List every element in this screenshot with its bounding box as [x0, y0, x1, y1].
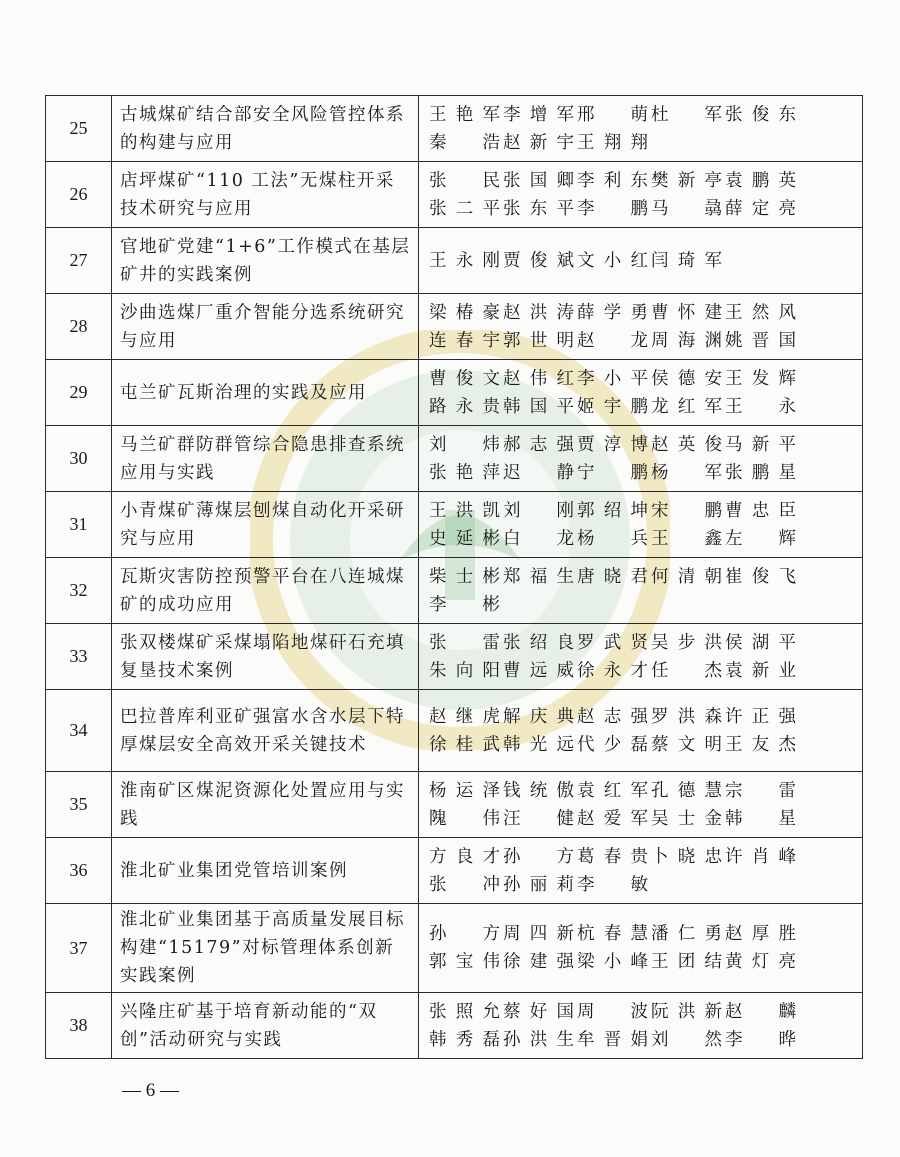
participant-name: 王永刚 [429, 250, 500, 271]
awards-table [45, 95, 863, 1059]
participant-name: 杨运泽 [429, 780, 500, 801]
row-number: 33 [46, 624, 112, 690]
participant-name: 姚晋国 [725, 330, 796, 351]
participant-name: 王然风 [725, 302, 796, 323]
row-number: 30 [46, 426, 112, 492]
participant-name: 史延彬 [429, 528, 500, 549]
project-title: 淮南矿区煤泥资源化处置应用与实践 [112, 772, 419, 838]
participant-name: 张俊东 [725, 104, 796, 125]
table-row [46, 624, 863, 690]
participant-name: 罗武贤 [577, 632, 648, 653]
row-number: 28 [46, 294, 112, 360]
project-title: 沙曲选煤厂重介智能分选系统研究与应用 [112, 294, 419, 360]
participant-name: 杨 军 [651, 462, 722, 483]
participant-name: 赵厚胜 [725, 924, 796, 944]
participant-name: 曹远威 [503, 660, 574, 681]
participant-name: 解庆典 [503, 706, 574, 727]
participant-name: 马 骉 [651, 198, 722, 219]
participant-name: 赵志强 [577, 706, 648, 727]
participant-name: 郝志强 [503, 434, 574, 455]
participant-name: 李 晔 [725, 1029, 796, 1050]
participant-name: 李 彬 [429, 594, 500, 615]
participants-cell [419, 294, 863, 360]
participant-name: 左 辉 [725, 528, 796, 549]
participant-name: 赵洪涛 [503, 302, 574, 323]
participant-name: 赵英俊 [651, 434, 722, 455]
participant-name: 王翔翔 [577, 132, 648, 153]
participant-name: 任 杰 [651, 660, 722, 681]
participant-name: 宋 鹏 [651, 500, 722, 521]
participants-cell [419, 228, 863, 294]
table-row [46, 690, 863, 772]
table-row [46, 294, 863, 360]
project-title: 张双楼煤矿采煤塌陷地煤矸石充填复垦技术案例 [112, 624, 419, 690]
participant-name: 蔡好国 [503, 1001, 574, 1022]
participant-name: 赵 麟 [725, 1001, 796, 1022]
participant-name: 曹俊文 [429, 368, 500, 389]
page-number: — 6 — [122, 1080, 179, 1101]
project-title: 小青煤矿薄煤层刨煤自动化开采研究与应用 [112, 492, 419, 558]
participant-name: 卜晓忠 [651, 846, 722, 867]
participants-cell [419, 558, 863, 624]
participant-name: 梁小峰 [577, 952, 648, 972]
participant-name: 侯湖平 [725, 632, 796, 653]
table-row [46, 558, 863, 624]
project-title: 官地矿党建“1+6”工作模式在基层矿井的实践案例 [112, 228, 419, 294]
participant-name: 路永贵 [429, 396, 500, 417]
participant-name: 连春宇 [429, 330, 500, 351]
participant-name: 邢 萌 [577, 104, 648, 125]
participant-name: 许肖峰 [725, 846, 796, 867]
row-number: 37 [46, 904, 112, 993]
participant-name: 赵爱军 [577, 808, 648, 829]
participant-name: 潘仁勇 [651, 924, 722, 944]
participants-cell [419, 690, 863, 772]
participant-name: 马新平 [725, 434, 796, 455]
project-title: 巴拉普库利亚矿强富水含水层下特厚煤层安全高效开采关键技术 [112, 690, 419, 772]
participant-name: 李小平 [577, 368, 648, 389]
participant-name: 张二平 [429, 198, 500, 219]
participant-name: 龙红军 [651, 396, 722, 417]
participant-name: 张国卿 [503, 170, 574, 191]
participant-name: 徐建强 [503, 952, 574, 972]
participant-name: 曹怀建 [651, 302, 722, 323]
participant-name: 牟晋娟 [577, 1029, 648, 1050]
participant-name: 赵新宇 [503, 132, 574, 153]
participant-name: 白 龙 [503, 528, 574, 549]
participant-name: 闫琦军 [651, 250, 722, 271]
table-row [46, 228, 863, 294]
project-title: 淮北矿业集团党管培训案例 [112, 838, 419, 904]
participant-name: 文小红 [577, 250, 648, 271]
participant-name: 崔俊飞 [725, 566, 796, 587]
participant-name: 贾俊斌 [503, 250, 574, 271]
participants-cell [419, 624, 863, 690]
participant-name: 汪 健 [503, 808, 574, 829]
participant-name: 王团结 [651, 952, 722, 972]
participants-cell [419, 492, 863, 558]
participant-name: 王艳军 [429, 104, 500, 125]
participants-cell [419, 96, 863, 162]
participants-cell [419, 162, 863, 228]
participant-name: 袁红军 [577, 780, 648, 801]
participants-cell [419, 993, 863, 1059]
participant-name: 孙丽莉 [503, 874, 574, 895]
project-title: 古城煤矿结合部安全风险管控体系的构建与应用 [112, 96, 419, 162]
participant-name: 张 冲 [429, 874, 500, 895]
participant-name: 刘 炜 [429, 434, 500, 455]
row-number: 31 [46, 492, 112, 558]
table-row [46, 426, 863, 492]
participant-name: 张绍良 [503, 632, 574, 653]
participant-name: 孙 方 [429, 924, 500, 944]
participant-name: 孙洪生 [503, 1029, 574, 1050]
table-row [46, 993, 863, 1059]
participant-name: 贾淳博 [577, 434, 648, 455]
row-number: 27 [46, 228, 112, 294]
participant-name: 王发辉 [725, 368, 796, 389]
table-row [46, 904, 863, 993]
participant-name: 李增军 [503, 104, 574, 125]
table-row [46, 162, 863, 228]
row-number: 34 [46, 690, 112, 772]
participant-name: 葛春贵 [577, 846, 648, 867]
participant-name: 吴步洪 [651, 632, 722, 653]
participants-cell [419, 360, 863, 426]
participant-name: 赵继虎 [429, 706, 500, 727]
row-number: 38 [46, 993, 112, 1059]
participant-name: 薛定亮 [725, 198, 796, 219]
participant-name: 赵 龙 [577, 330, 648, 351]
participant-name: 钱统傲 [503, 780, 574, 801]
participant-name: 郭世明 [503, 330, 574, 351]
participant-name: 周 波 [577, 1001, 648, 1022]
participant-name: 郭绍坤 [577, 500, 648, 521]
participant-name: 许正强 [725, 706, 796, 727]
participants-cell [419, 838, 863, 904]
participant-name: 刘 然 [651, 1029, 722, 1050]
participant-name: 韩国平 [503, 396, 574, 417]
participant-name: 樊新亭 [651, 170, 722, 191]
participant-name: 徐永才 [577, 660, 648, 681]
participant-name: 何清朝 [651, 566, 722, 587]
participant-name: 曹忠臣 [725, 500, 796, 521]
participant-name: 代少磊 [577, 734, 648, 755]
participant-name: 张照允 [429, 1001, 500, 1022]
participant-name: 柴士彬 [429, 566, 500, 587]
participant-name: 王 鑫 [651, 528, 722, 549]
participant-name: 张 雷 [429, 632, 500, 653]
participant-name: 徐桂武 [429, 734, 500, 755]
participant-name: 李 敏 [577, 874, 648, 895]
participant-name: 阮洪新 [651, 1001, 722, 1022]
participant-name: 张 民 [429, 170, 500, 191]
participant-name: 罗洪森 [651, 706, 722, 727]
participant-name: 袁新业 [725, 660, 796, 681]
participant-name: 吴士金 [651, 808, 722, 829]
participant-name: 孙 方 [503, 846, 574, 867]
row-number: 26 [46, 162, 112, 228]
participant-name: 张鹏星 [725, 462, 796, 483]
participant-name: 王友杰 [725, 734, 796, 755]
participant-name: 周四新 [503, 924, 574, 944]
participant-name: 侯德安 [651, 368, 722, 389]
participant-name: 赵伟红 [503, 368, 574, 389]
project-title: 淮北矿业集团基于高质量发展目标构建“15179”对标管理体系创新实践案例 [112, 904, 419, 993]
participant-name: 唐晓君 [577, 566, 648, 587]
table-row [46, 838, 863, 904]
participant-name: 韩光远 [503, 734, 574, 755]
table-row [46, 492, 863, 558]
row-number: 36 [46, 838, 112, 904]
participant-name: 张东平 [503, 198, 574, 219]
participant-name: 袁鹏英 [725, 170, 796, 191]
participant-name: 黄灯亮 [725, 952, 796, 972]
participant-name: 迟 静 [503, 462, 574, 483]
participant-name: 杭春慧 [577, 924, 648, 944]
participant-name: 韩秀磊 [429, 1029, 500, 1050]
participant-name: 郭宝伟 [429, 952, 500, 972]
participant-name: 王洪凯 [429, 500, 500, 521]
participants-cell [419, 426, 863, 492]
participants-cell [419, 772, 863, 838]
participant-name: 隗 伟 [429, 808, 500, 829]
project-title: 瓦斯灾害防控预警平台在八连城煤矿的成功应用 [112, 558, 419, 624]
participant-name: 张艳萍 [429, 462, 500, 483]
participant-name: 朱向阳 [429, 660, 500, 681]
participant-name: 薛学勇 [577, 302, 648, 323]
participants-cell [419, 904, 863, 993]
row-number: 35 [46, 772, 112, 838]
participant-name: 郑福生 [503, 566, 574, 587]
table-row [46, 360, 863, 426]
project-title: 兴隆庄矿基于培育新动能的“双创”活动研究与实践 [112, 993, 419, 1059]
participant-name: 刘 刚 [503, 500, 574, 521]
table-row [46, 96, 863, 162]
participant-name: 方良才 [429, 846, 500, 867]
participant-name: 周海渊 [651, 330, 722, 351]
participant-name: 秦 浩 [429, 132, 500, 153]
row-number: 32 [46, 558, 112, 624]
participant-name: 姬宇鹏 [577, 396, 648, 417]
participant-name: 李利东 [577, 170, 648, 191]
table-row [46, 772, 863, 838]
participant-name: 孔德慧 [651, 780, 722, 801]
row-number: 25 [46, 96, 112, 162]
participant-name: 蔡文明 [651, 734, 722, 755]
project-title: 马兰矿群防群管综合隐患排查系统应用与实践 [112, 426, 419, 492]
participant-name: 李 鹏 [577, 198, 648, 219]
participant-name: 宗 雷 [725, 780, 796, 801]
row-number: 29 [46, 360, 112, 426]
project-title: 屯兰矿瓦斯治理的实践及应用 [112, 360, 419, 426]
participant-name: 杨 兵 [577, 528, 648, 549]
participant-name: 梁椿豪 [429, 302, 500, 323]
participant-name: 韩 星 [725, 808, 796, 829]
project-title: 店坪煤矿“110 工法”无煤柱开采技术研究与应用 [112, 162, 419, 228]
participant-name: 王 永 [725, 396, 796, 417]
participant-name: 杜 军 [651, 104, 722, 125]
participant-name: 宁 鹏 [577, 462, 648, 483]
